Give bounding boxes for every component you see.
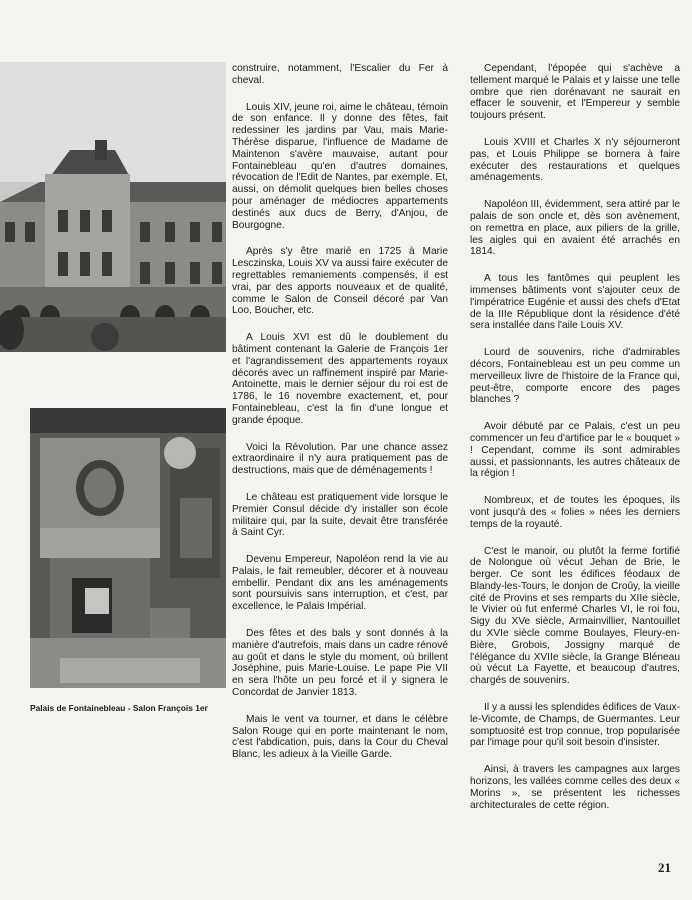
salon-francois-1er-photo [30,408,226,688]
page-number: 21 [658,860,671,875]
paragraph: construire, notamment, l'Escalier du Fer à cheval. [232,63,448,86]
paragraph: Il y a aussi les splendides édifices de Vaux-le-Vicomte, de Champs, de Guermantes. Leur somptuosité est trop connue, trop popularisée par l'image pour qu'il soit besoin d'insister. [470,702,680,749]
paragraph: Louis XVIII et Charles X n'y séjourneront pas, et Louis Philippe se bornera à faire exécuter des restaurations et quelques aménagements. [470,136,680,184]
paragraph: A tous les fantômes qui peuplent les immenses bâtiments vont s'ajouter ceux de l'impératrice Eugénie et aussi des chefs d'Etat de la IIIe République dont la résidence d'été sera installée dans l'aile Louis XV. [470,273,680,332]
paragraph: Devenu Empereur, Napoléon rend la vie au Palais, le fait remeubler, décorer et à nouveau embellir. Pendant dix ans les aménagements sont poursuivis sans interruption, et c'est, par excellence, le Palais Impérial. [232,554,448,613]
paragraph: Napoléon III, évidemment, sera attiré par le palais de son oncle et, dès son avènement, on remettra en place, aux piliers de la grille, les aigles qui en avaient été arrachés en 1814. [470,199,680,258]
paragraph: Lourd de souvenirs, riche d'admirables décors, Fontainebleau est un peu comme un merveilleux livre de l'histoire de la France qui, peut-être, comporte encore des pages blanches ? [470,347,680,406]
paragraph: Voici la Révolution. Par une chance assez extraordinaire il n'y aura pratiquement pas de destructions, mais que de déménagements ! [232,441,448,477]
paragraph: Ainsi, à travers les campagnes aux larges horizons, les vallées comme celles des deux « Morins », se présentent les richesses architecturales de cette région. [470,764,680,811]
paragraph: Mais le vent va tourner, et dans le célèbre Salon Rouge qui en porte maintenant le nom, c'est l'abdication, puis, dans la Cour du Cheval Blanc, les adieux à la Vieille Garde. [232,713,448,761]
palace-facade-photo [0,62,226,352]
paragraph: A Louis XVI est dû le doublement du bâtiment contenant la Galerie de François 1er et l'agrandissement des appartements royaux décorés avec un raffinement inspiré par Marie-Antoinette, mais le dernier séjour du roi est de 1786, le 16 novembre exactement, et, pour Fontainebleau, c'est la fin d'une longue et grande époque. [232,332,448,426]
paragraph: C'est le manoir, ou plutôt la ferme fortifié de Nolongue où vécut Jehan de Brie, le berger. Ce sont les édifices féodaux de Blandy-les-Tours, le donjon de Croûy, la vieille cité de Provins et ses remparts du XIIe siècle, le Vivier où fut enfermé Charles VI, le roi fou, Sigy du XVe siècle, Armainvillier, Nantouillet du XVIe siècle comme Boulayes, Fleury-en-Bière, Grobois, Jossigny marqué de l'élégance du XVIIe siècle, la Grange Bléneau où vécut La Fayette, et beaucoup d'autres, chargés de souvenirs. [470,545,680,687]
paragraph: Le château est pratiquement vide lorsque le Premier Consul décide d'y installer son école militaire qui, par la suite, devait être transférée à Saint Cyr. [232,491,448,539]
paragraph: Avoir débuté par ce Palais, c'est un peu commencer un feu d'artifice par le « bouquet » ! Cependant, comme ils sont admirables aussi, et passionnants, les autres châteaux de la région ! [470,421,680,480]
photo-caption: Palais de Fontainebleau - Salon François 1er [30,703,208,713]
paragraph: Des fêtes et des bals y sont donnés à la manière d'autrefois, mais dans un cadre rénové au goût et dans le style du moment, où brillent Joséphine, puis Marie-Louise. Le pape Pie VII en sera l'hôte un peu forcé et il y signera le Concordat de Janvier 1813. [232,628,448,699]
paragraph: Louis XIV, jeune roi, aime le château, témoin de son enfance. Il y donne des fêtes, fait redessiner les jardins par Vau, mais Marie-Thérèse disparue, l'influence de Madame de Maintenon s'avère mauvaise, autant pour Fontainebleau qu'en d'autres domaines, révocation de l'Edit de Nantes, par exemple. Et, aussi, on démolit quelques bien belles choses pour aménager de médiocres appartements destinés aux ducs de Berry, d'Anjou, de Bourgogne. [232,101,448,231]
paragraph: Cependant, l'épopée qui s'achève a tellement marqué le Palais et y laisse une telle ombre que rien dorénavant ne saurait en effacer le souvenir, et l'Empereur y semble toujours présent. [470,63,680,122]
text-column-2 [470,63,680,826]
text-column-1 [232,63,448,776]
paragraph: Nombreux, et de toutes les époques, ils vont jusqu'à des « folies » nées les derniers temps de la royauté. [470,495,680,530]
paragraph: Après s'y être marié en 1725 à Marie Lesczinska, Louis XV va aussi faire exécuter de regrettables remaniements compensés, il est vrai, par des apports nouveaux et de qualité, comme le Salon de Conseil décoré par Van Loo, Boucher, etc. [232,246,448,317]
